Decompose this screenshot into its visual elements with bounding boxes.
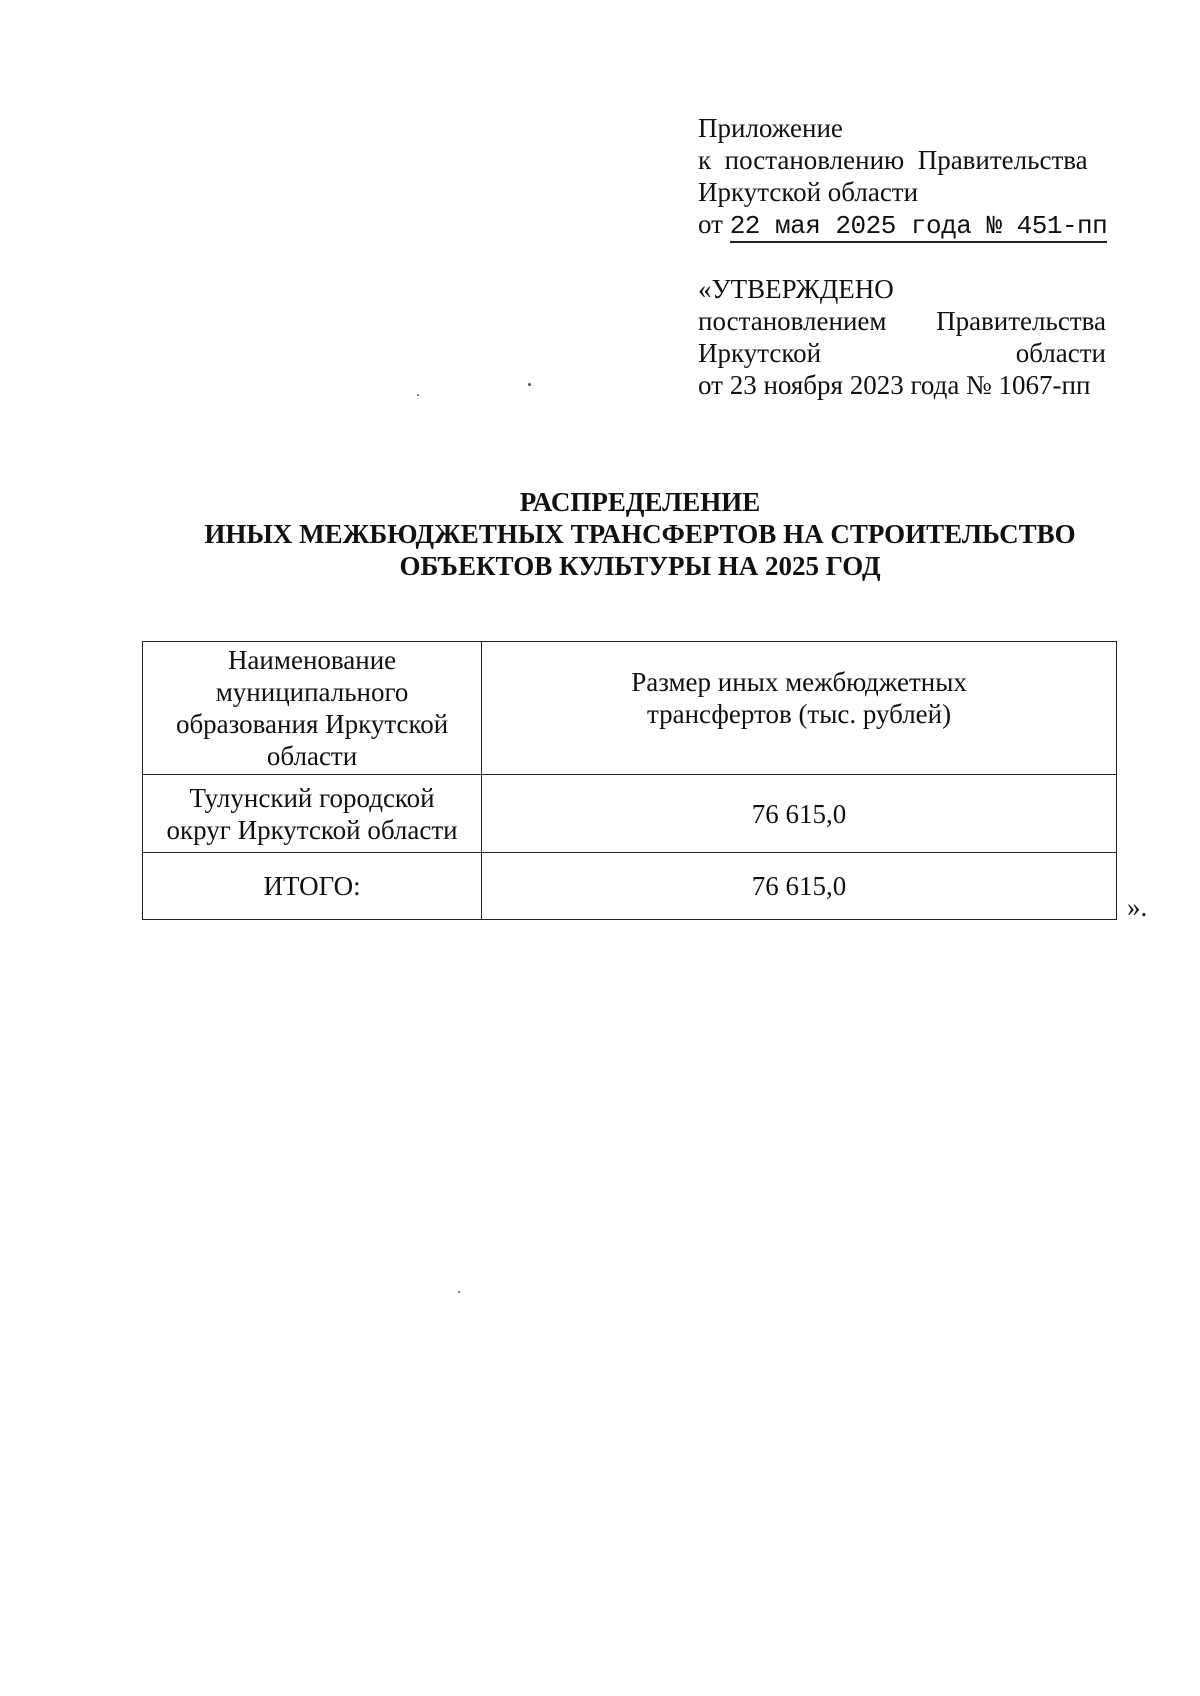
- total-amount-cell: 76 615,0: [482, 853, 1117, 920]
- approval-block: [698, 112, 1106, 401]
- distribution-table: [142, 641, 1117, 920]
- irkutsk-word: Иркутской: [698, 338, 822, 368]
- approved-label: «УТВЕРЖДЕНО: [698, 274, 894, 304]
- municipality-line: Тулунский городской: [189, 782, 435, 813]
- total-label-cell: ИТОГО:: [143, 853, 482, 920]
- header-municipality-line: образования Иркутской: [175, 709, 449, 739]
- municipality-line: округ Иркутской области: [166, 814, 458, 845]
- header-amount-line: трансфертов (тыс. рублей): [647, 699, 952, 729]
- resolution-word: постановлением: [698, 306, 887, 336]
- title-line-1: РАСПРЕДЕЛЕНИЕ: [519, 487, 761, 517]
- original-date-line: от 23 ноября 2023 года № 1067-пп: [698, 370, 1091, 400]
- region-line-2: [698, 337, 1106, 369]
- title-line-2: ИНЫХ МЕЖБЮДЖЕТНЫХ ТРАНСФЕРТОВ НА СТРОИТЕЛЬСТВО: [204, 519, 1076, 549]
- table-total-row: [143, 853, 1117, 920]
- appendix-label: Приложение: [698, 113, 843, 143]
- title-line-3: ОБЪЕКТОВ КУЛЬТУРЫ НА 2025 ГОД: [399, 551, 881, 581]
- scan-speck: [458, 1291, 460, 1293]
- to-resolution-line: к постановлению Правительства: [698, 145, 1088, 175]
- header-municipality-line: Наименование: [227, 645, 397, 675]
- closing-quote: ».: [1127, 892, 1148, 922]
- date-line: [698, 208, 1106, 243]
- oblast-word: области: [1015, 338, 1106, 368]
- resolution-date-number: 22 мая 2025 года № 451-пп: [729, 211, 1108, 241]
- table-header-row: [143, 642, 1117, 775]
- scan-speck: [417, 394, 419, 396]
- amount-cell: 76 615,0: [482, 775, 1117, 853]
- document-title: [140, 486, 1140, 582]
- table-row: [143, 775, 1117, 853]
- government-word: Правительства: [936, 306, 1106, 336]
- resolution-line: [698, 305, 1106, 337]
- scan-speck: [528, 383, 531, 386]
- date-prefix: от: [698, 209, 723, 239]
- header-amount-line: Размер иных межбюджетных: [631, 667, 967, 697]
- header-municipality-line: области: [266, 741, 358, 771]
- region-line: Иркутской области: [698, 177, 919, 207]
- header-municipality-line: муниципального: [215, 677, 409, 707]
- municipality-cell: [143, 775, 482, 853]
- header-municipality: [143, 642, 482, 775]
- header-transfer-amount: [482, 642, 1117, 775]
